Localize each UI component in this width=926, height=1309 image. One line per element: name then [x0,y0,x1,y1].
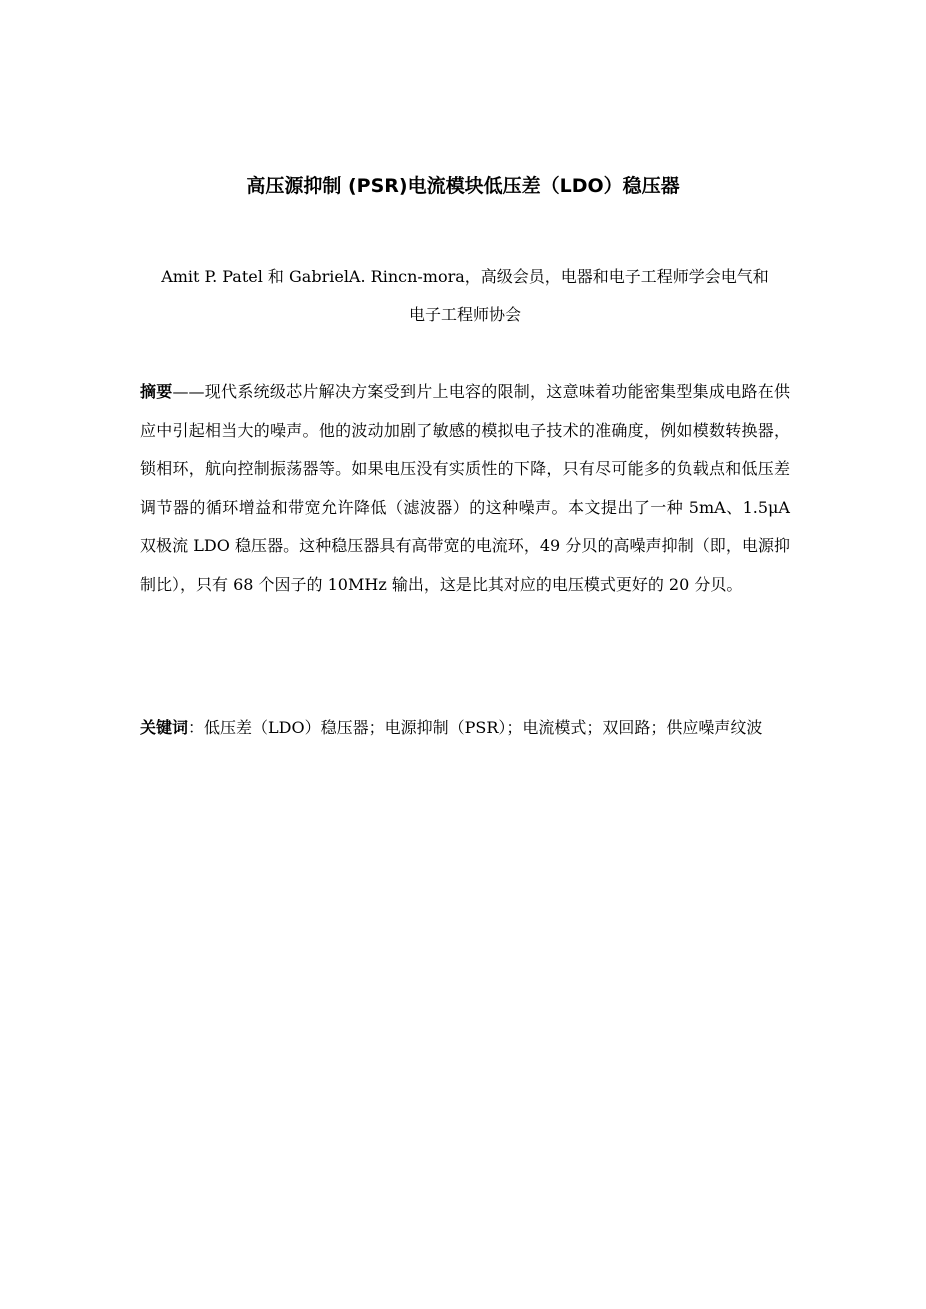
author-line-2: 电子工程师协会 [408,305,521,324]
author-block [140,258,790,334]
keywords-text: ：低压差（LDO）稳压器；电源抑制（PSR）；电流模式；双回路；供应噪声纹波 [188,718,763,737]
abstract-text: ——现代系统级芯片解决方案受到片上电容的限制，这意味着功能密集型集成电路在供应中引起相当大的噪声。他的波动加剧了敏感的模拟电子技术的准确度，例如模数转换器，锁相环，航向控制振荡器等。如果电压没有实质性的下降，只有尽可能多的负载点和低压差调节器的循环增益和带宽允许降低（滤波器）的这种噪声。本文提出了一种 5mA、1.5μA 双极流 LDO 稳压器。这种稳压器具有高带宽的电流环，49 分贝的高噪声抑制（即，电源抑制比），只有 68 个因子的 10MHz 输出，这是比其对应的电压模式更好的 20 分贝。 [140,382,790,594]
keywords-label: 关键词 [140,718,189,737]
abstract-paragraph [140,373,790,604]
author-line-1: Amit P. Patel 和 GabrielA. Rincn-mora，高级会员，电器和电子工程师学会电气和 [161,267,769,286]
abstract-label: 摘要 [140,382,173,401]
keywords-paragraph [140,710,790,746]
paper-title: 高压源抑制 (PSR)电流模块低压差（LDO）稳压器 [246,175,680,197]
